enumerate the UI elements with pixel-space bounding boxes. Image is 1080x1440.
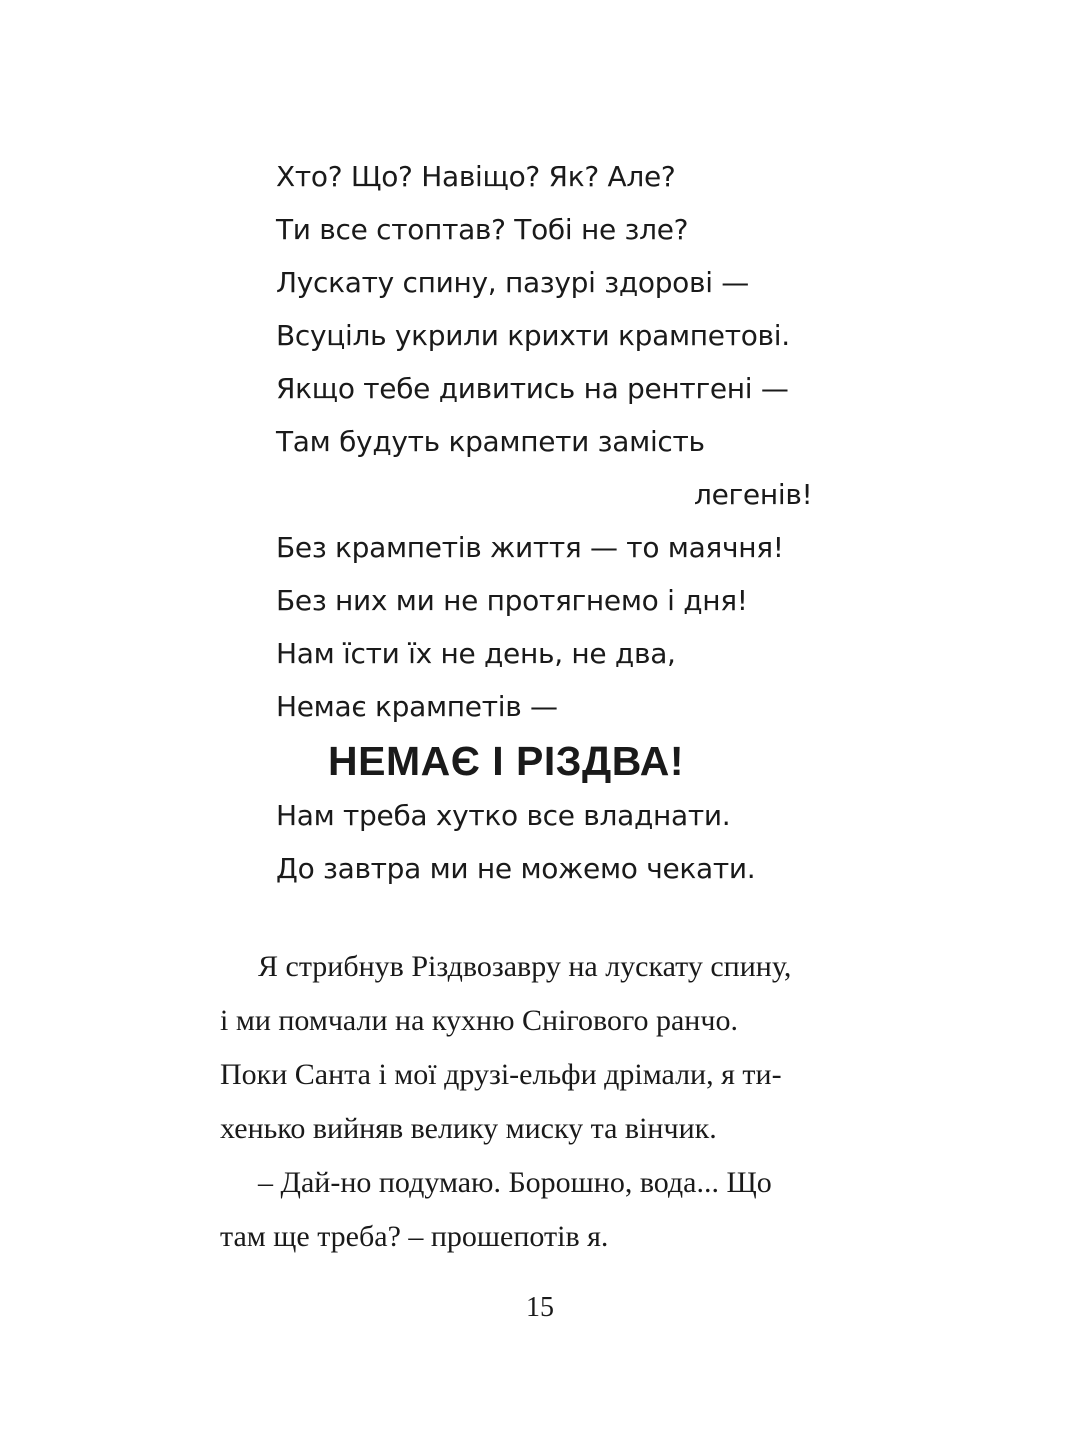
poem-line: Без крампетів життя — то маячня! [276, 531, 784, 564]
prose-line: там ще треба? – прошепотів я. [220, 1220, 609, 1253]
prose-line: і ми помчали на кухню Снігового ранчо. [220, 1004, 738, 1037]
poem-line: До завтра ми не можемо чекати. [276, 852, 756, 885]
prose-block [220, 940, 868, 1264]
poem-line: Там будуть крампети замість [276, 425, 705, 458]
poem-line: Лускату спину, пазурі здорові — [276, 266, 749, 299]
poem-line: Без них ми не протягнемо і дня! [276, 584, 748, 617]
prose-line: хенько вийняв велику миску та вінчик. [220, 1112, 717, 1145]
poem-shout-line: НЕМАЄ І РІЗДВА! [328, 738, 685, 784]
poem-line: Немає крампетів — [276, 690, 558, 723]
page-number: 15 [526, 1292, 554, 1323]
poem-line: Ти все стоптав? Тобі не зле? [276, 213, 689, 246]
prose-line: Поки Санта і мої друзі-ельфи дрімали, я ти- [220, 1058, 782, 1091]
poem-line: Якщо тебе дивитись на рентгені — [276, 372, 789, 405]
prose-line: – Дай-но подумаю. Борошно, вода... Що [258, 1166, 772, 1199]
poem-line: Хто? Що? Навіщо? Як? Але? [276, 160, 676, 193]
poem-line-continuation: легенів! [694, 478, 813, 511]
poem-line: Нам їсти їх не день, не два, [276, 637, 676, 670]
poem-line: Нам треба хутко все владнати. [276, 799, 731, 832]
prose-line: Я стрибнув Різдвозавру на лускату спину, [258, 950, 792, 983]
poem-line: Всуціль укрили крихти крампетові. [276, 319, 790, 352]
poem-block [276, 150, 896, 895]
